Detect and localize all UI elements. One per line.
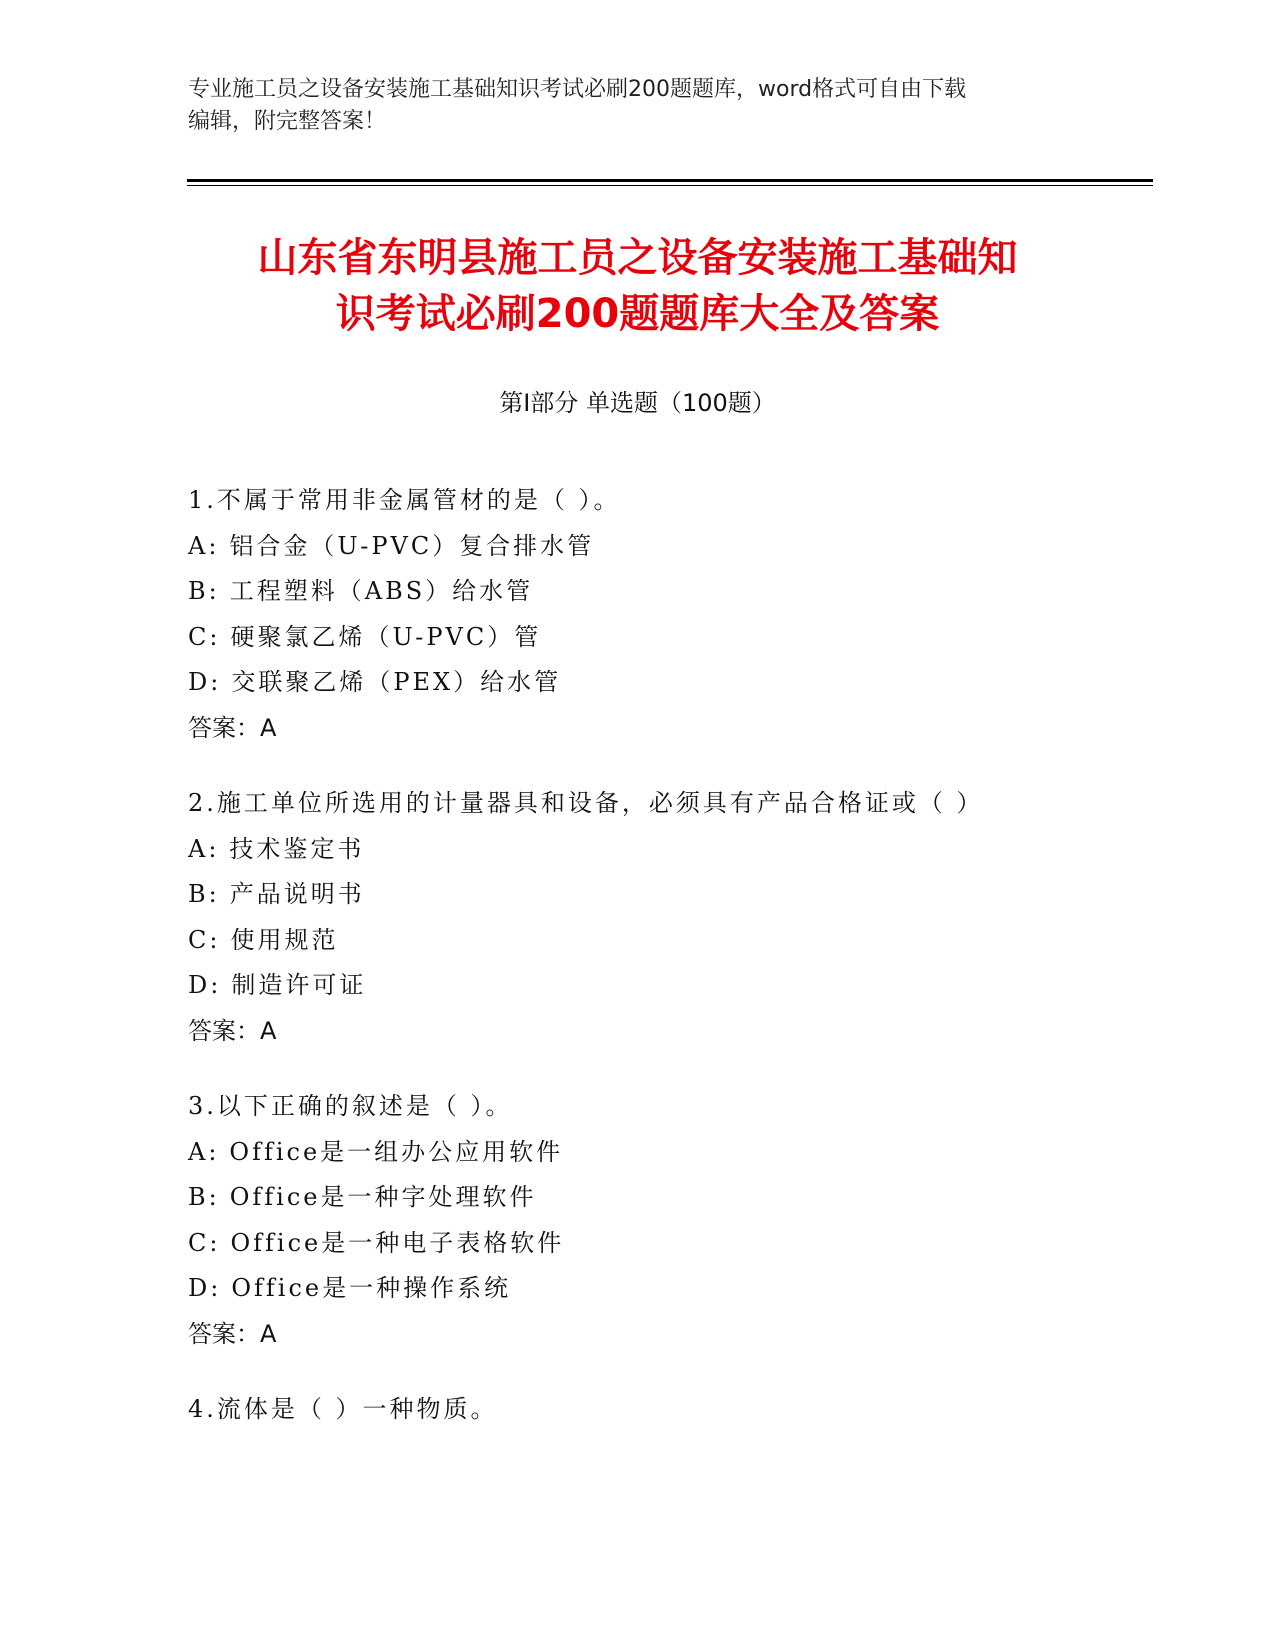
option-label: C: <box>188 622 221 651</box>
option-a <box>188 827 1118 873</box>
question-2 <box>188 781 1118 1054</box>
option-text: 交联聚乙烯（PEX）给水管 <box>231 668 562 696</box>
header-rule-thin <box>187 185 1153 186</box>
option-text: Office是一组办公应用软件 <box>229 1137 564 1166</box>
option-label: C: <box>188 925 221 954</box>
option-text: 产品说明书 <box>229 880 365 908</box>
question-stem: 1.不属于常用非金属管材的是（ ）。 <box>188 486 621 514</box>
answer-line: 答案：A <box>188 1016 277 1045</box>
option-label: B: <box>188 1183 220 1211</box>
option-d <box>188 963 1118 1009</box>
option-label: D: <box>188 1274 222 1302</box>
document-header <box>188 74 1088 138</box>
option-label: A: <box>188 1137 220 1166</box>
document-title <box>150 230 1125 342</box>
option-a <box>188 524 1118 570</box>
option-label: A: <box>188 834 220 863</box>
option-b <box>188 1175 1118 1221</box>
option-label: B: <box>188 577 220 605</box>
option-label: D: <box>188 668 222 696</box>
answer-line: 答案：A <box>188 713 277 742</box>
option-text: 铝合金（U-PVC）复合排水管 <box>229 531 595 560</box>
option-b <box>188 872 1118 918</box>
option-text: Office是一种字处理软件 <box>229 1183 537 1211</box>
title-line-1: 山东省东明县施工员之设备安装施工基础知 <box>257 235 1018 281</box>
option-label: D: <box>188 971 222 999</box>
option-text: Office是一种电子表格软件 <box>230 1228 565 1257</box>
option-d <box>188 660 1118 706</box>
question-list <box>188 478 1118 1463</box>
option-text: 工程塑料（ABS）给水管 <box>229 577 534 605</box>
option-c <box>188 615 1118 661</box>
question-4 <box>188 1387 1118 1433</box>
header-line-1: 专业施工员之设备安装施工基础知识考试必刷200题题库，word格式可自由下载 <box>188 77 967 102</box>
option-label: B: <box>188 880 220 908</box>
option-label: C: <box>188 1228 221 1257</box>
title-line-2: 识考试必刷200题题库大全及答案 <box>335 291 940 337</box>
question-stem: 3.以下正确的叙述是（ ）。 <box>188 1092 513 1120</box>
option-c <box>188 1221 1118 1267</box>
section-title: 第Ⅰ部分 单选题（100题） <box>499 389 776 417</box>
option-c <box>188 918 1118 964</box>
answer-line: 答案：A <box>188 1319 277 1348</box>
question-stem: 4.流体是（ ）一种物质。 <box>188 1395 498 1423</box>
question-3 <box>188 1084 1118 1357</box>
header-line-2: 编辑，附完整答案！ <box>188 109 387 134</box>
question-stem: 2.施工单位所选用的计量器具和设备，必须具有产品合格证或（ ） <box>188 789 984 817</box>
option-text: 制造许可证 <box>231 971 367 999</box>
option-a <box>188 1130 1118 1176</box>
option-text: 技术鉴定书 <box>229 834 365 863</box>
option-label: A: <box>188 531 220 560</box>
option-text: 使用规范 <box>230 925 339 954</box>
option-text: 硬聚氯乙烯（U-PVC）管 <box>230 622 542 651</box>
option-b <box>188 569 1118 615</box>
option-d <box>188 1266 1118 1312</box>
option-text: Office是一种操作系统 <box>231 1274 512 1302</box>
header-rule-thick <box>187 179 1153 182</box>
question-1 <box>188 478 1118 751</box>
